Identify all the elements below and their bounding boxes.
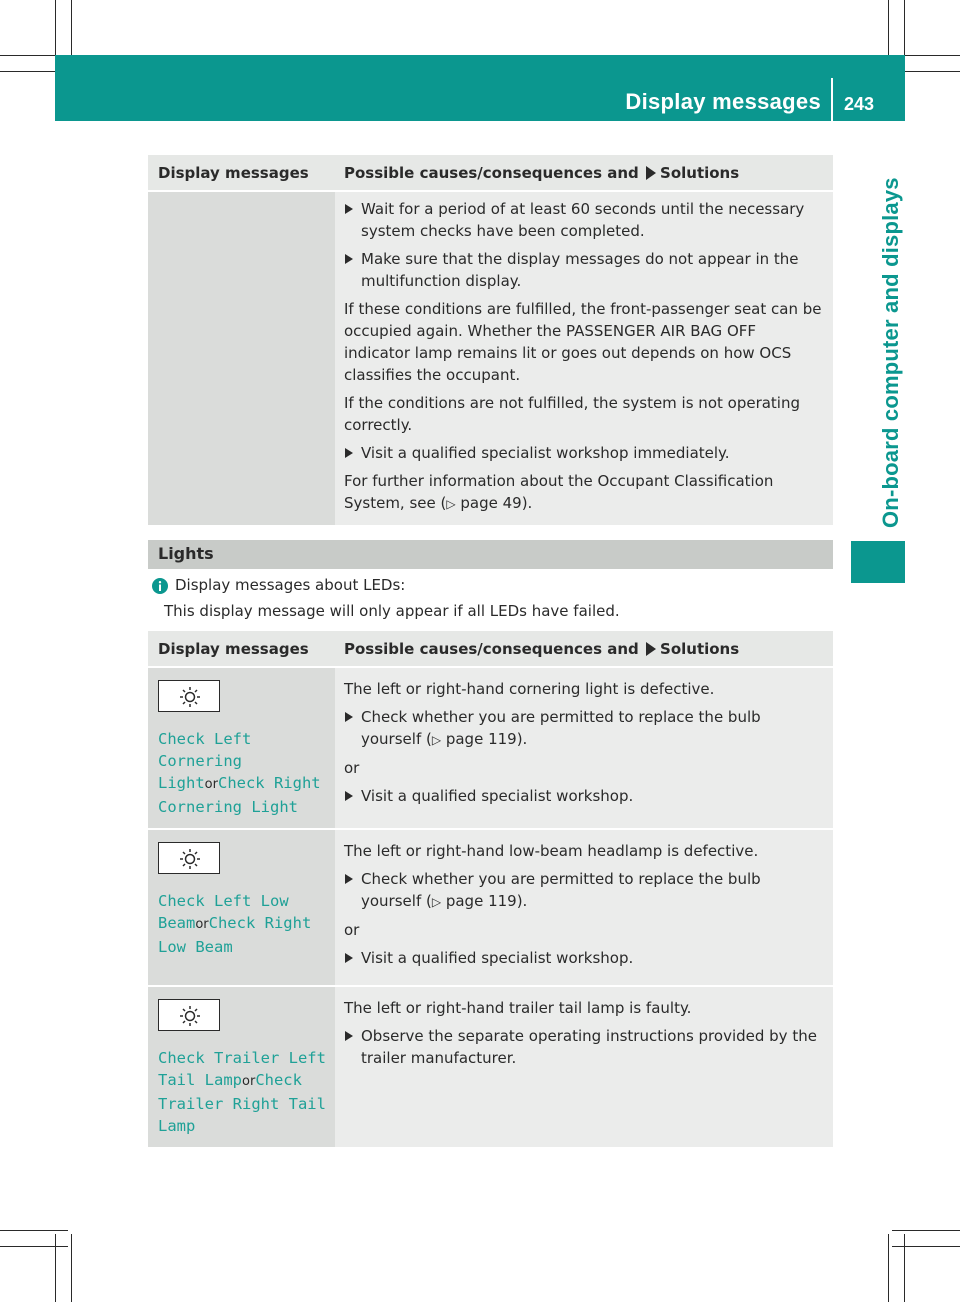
bulb-warning-icon [158, 842, 220, 874]
column-header-solutions: Possible causes/consequences and Solutions [335, 155, 833, 191]
bulb-warning-icon [158, 680, 220, 712]
chapter-tab-marker [851, 541, 905, 583]
table-row [148, 667, 833, 829]
step-arrow-icon [345, 874, 353, 884]
section-heading-bar [148, 540, 833, 569]
message-cell [148, 829, 335, 986]
table-row [148, 191, 833, 526]
paragraph: If the conditions are not fulfilled, the system is not operating correctly. [344, 394, 801, 434]
column-header-display-messages: Display messages [148, 155, 335, 191]
instruction-step: Check whether you are permitted to replace the bulb yourself (▷ page 119). [344, 868, 825, 913]
header-divider [831, 78, 833, 121]
instruction-step: Make sure that the display messages do not appear in the multifunction display. [344, 248, 825, 292]
page-ref-icon[interactable]: ▷ [446, 497, 456, 511]
step-arrow-icon [345, 953, 353, 963]
step-arrow-icon [345, 791, 353, 801]
cause-text: The left or right-hand trailer tail lamp is faulty. [344, 999, 692, 1017]
crop-mark [888, 1234, 889, 1302]
crop-mark [0, 1246, 68, 1247]
cause-text: The left or right-hand cornering light is defective. [344, 680, 715, 698]
step-arrow-icon [345, 204, 353, 214]
or-text: or [344, 759, 360, 777]
cause-text: The left or right-hand low-beam headlamp is defective. [344, 842, 759, 860]
solution-cell [335, 191, 833, 526]
solution-cell [335, 829, 833, 986]
paragraph: If these conditions are fulfilled, the front-passenger seat can be occupied again. Whether the PASSENGER AIR BAG OFF indicator lamp remains lit or goes out depends on how OCS classifies the occupant. [344, 300, 822, 384]
crop-mark [892, 1230, 960, 1231]
instruction-step: Check whether you are permitted to replace the bulb yourself (▷ page 119). [344, 706, 825, 751]
instruction-step: Observe the separate operating instructions provided by the trailer manufacturer. [344, 1025, 825, 1069]
page-section-title: Display messages [625, 89, 821, 114]
message-cell-empty [148, 191, 335, 526]
info-note-title: Display messages about LEDs: [175, 576, 406, 594]
instruction-step: Visit a qualified specialist workshop immediately. [344, 442, 825, 464]
crop-mark [904, 1234, 905, 1302]
table-row [148, 986, 833, 1148]
display-message-text: Check Left Low BeamorCheck Right Low Beam [158, 892, 312, 956]
arrow-right-icon [646, 642, 656, 656]
arrow-right-icon [646, 166, 656, 180]
solution-cell [335, 986, 833, 1148]
instruction-step: Visit a qualified specialist workshop. [344, 947, 825, 969]
section-title-lights: Lights [158, 544, 214, 563]
message-cell [148, 667, 335, 829]
crop-mark [71, 1234, 72, 1302]
crop-mark [0, 1230, 68, 1231]
column-header-solutions: Possible causes/consequences and Solutions [335, 631, 833, 667]
chapter-tab-label: On-board computer and displays [878, 177, 903, 528]
crop-mark [55, 1234, 56, 1302]
page-number: 243 [844, 94, 875, 114]
step-arrow-icon [345, 448, 353, 458]
page-ref-icon[interactable]: ▷ [431, 733, 442, 747]
solution-cell [335, 667, 833, 829]
or-text: or [344, 921, 360, 939]
display-messages-table-continued [148, 155, 833, 527]
step-arrow-icon [345, 1031, 353, 1041]
bulb-warning-icon [158, 999, 220, 1031]
info-icon [152, 578, 168, 594]
message-cell [148, 986, 335, 1148]
crop-mark [892, 1246, 960, 1247]
paragraph-reference: For further information about the Occupant Classification System, see (▷ page 49). [344, 472, 774, 512]
step-arrow-icon [345, 712, 353, 722]
table-row [148, 829, 833, 986]
step-arrow-icon [345, 254, 353, 264]
display-message-text: Check Trailer Left Tail LamporCheck Trailer Right Tail Lamp [158, 1049, 326, 1135]
column-header-display-messages: Display messages [148, 631, 335, 667]
table-header-row [148, 631, 833, 667]
display-message-text: Check Left Cornering LightorCheck Right Cornering Light [158, 730, 321, 816]
info-note-text: This display message will only appear if all LEDs have failed. [164, 602, 620, 620]
instruction-step: Visit a qualified specialist workshop. [344, 785, 825, 807]
page-ref-icon[interactable]: ▷ [431, 895, 442, 909]
table-header-row [148, 155, 833, 191]
instruction-step: Wait for a period of at least 60 seconds until the necessary system checks have been completed. [344, 198, 825, 242]
lights-messages-table [148, 631, 833, 1149]
